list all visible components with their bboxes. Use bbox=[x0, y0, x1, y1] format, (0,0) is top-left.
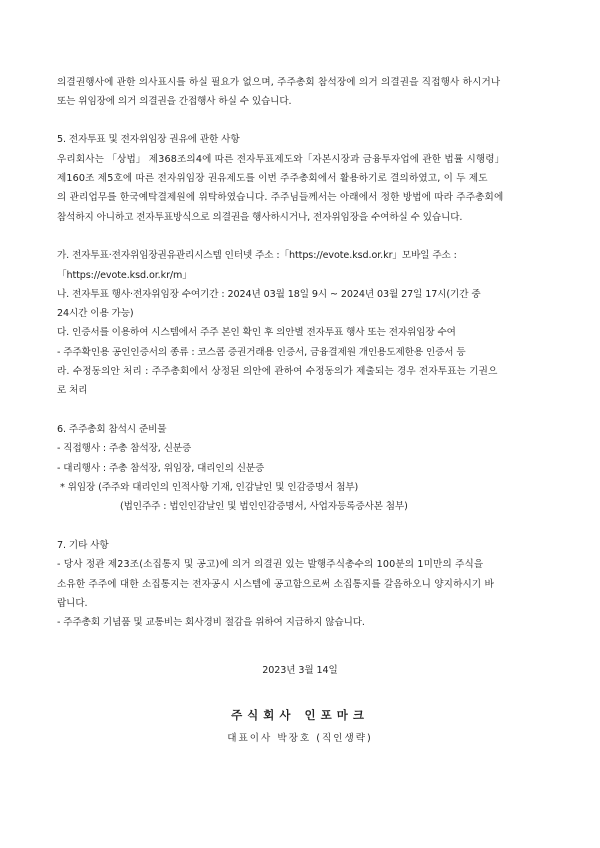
intro-line-2: 또는 위임장에 의거 의결권을 간접행사 하실 수 있습니다. bbox=[57, 96, 292, 107]
section-5-item: 「https://evote.ksd.or.kr/m」 bbox=[57, 270, 192, 281]
section-5-item: 다. 인증서를 이용하여 시스템에서 주주 본인 확인 후 의안별 전자투표 행사 또는 전자위임장 수여 bbox=[57, 327, 456, 338]
section-5-para-line: 우리회사는 「상법」 제368조의4에 따른 전자투표제도와「자본시장과 금융투자업에 관한 법률 시행령」 bbox=[57, 154, 505, 165]
section-7-item: - 주주총회 기념품 및 교통비는 회사경비 절감을 위하여 지급하지 않습니다. bbox=[57, 617, 365, 628]
section-5-heading: 5. 전자투표 및 전자위임장 권유에 관한 사항 bbox=[57, 134, 240, 145]
notice-date: 2023년 3월 14일 bbox=[262, 665, 338, 676]
company-name: 주식회사 인포마크 bbox=[231, 708, 369, 722]
section-5-item: - 주주확인용 공인인증서의 종류 : 코스콤 증권거래용 인증서, 금융결제원 개인용도제한용 인증서 등 bbox=[57, 347, 466, 358]
section-7-item: 랍니다. bbox=[57, 598, 88, 609]
section-5-item: 나. 전자투표 행사·전자위임장 수여기간 : 2024년 03월 18일 9시 ~ 2024년 03월 27일 17시(기간 중 bbox=[57, 289, 481, 300]
section-6-item: - 직접행사 : 주총 참석장, 신분증 bbox=[57, 443, 192, 454]
section-6-item: (법인주주 : 법인인감날인 및 법인인감증명서, 사업자등록증사본 첨부) bbox=[120, 501, 408, 512]
section-6-item: - 대리행사 : 주총 참석장, 위임장, 대리인의 신분증 bbox=[57, 463, 265, 474]
section-5-item: 라. 수정동의안 처리 : 주주총회에서 상정된 의안에 관하여 수정동의가 제출되는 경우 전자투표는 기권으 bbox=[57, 366, 498, 377]
section-7-heading: 7. 기타 사항 bbox=[57, 540, 109, 551]
section-5-item: 가. 전자투표·전자위임장권유관리시스템 인터넷 주소 :「https://evote.ksd.or.kr」모바일 주소 : bbox=[57, 250, 457, 261]
section-5-para-line: 참석하지 아니하고 전자투표방식으로 의결권을 행사하시거나, 전자위임장을 수여하실 수 있습니다. bbox=[57, 212, 463, 223]
section-7-item: 소유한 주주에 대한 소집통지는 전자공시 시스템에 공고함으로써 소집통지를 갈음하오니 양지하시기 바 bbox=[57, 579, 494, 590]
section-6-item: * 위임장 (주주와 대리인의 인적사항 기재, 인감날인 및 인감증명서 첨부) bbox=[60, 482, 359, 493]
representative-line: 대표이사 박장호 (직인생략) bbox=[227, 733, 373, 744]
section-5-item: 24시간 이용 가능) bbox=[57, 308, 134, 319]
intro-line-1: 의결권행사에 관한 의사표시를 하실 필요가 없으며, 주주총회 참석장에 의거 의결권을 직접행사 하시거나 bbox=[57, 77, 501, 88]
section-6-heading: 6. 주주총회 참석시 준비물 bbox=[57, 424, 167, 435]
section-7-item: - 당사 정관 제23조(소집통지 및 공고)에 의거 의결권 있는 발행주식총수의 100분의 1미만의 주식을 bbox=[57, 559, 484, 570]
section-5-para-line: 의 관리업무를 한국예탁결제원에 위탁하였습니다. 주주님들께서는 아래에서 정한 방법에 따라 주주총회에 bbox=[57, 192, 504, 203]
section-5-para-line: 제160조 제5호에 따른 전자위임장 권유제도를 이번 주주총회에서 활용하기로 결의하였고, 이 두 제도 bbox=[57, 173, 488, 184]
section-5-item: 로 처리 bbox=[57, 385, 88, 396]
